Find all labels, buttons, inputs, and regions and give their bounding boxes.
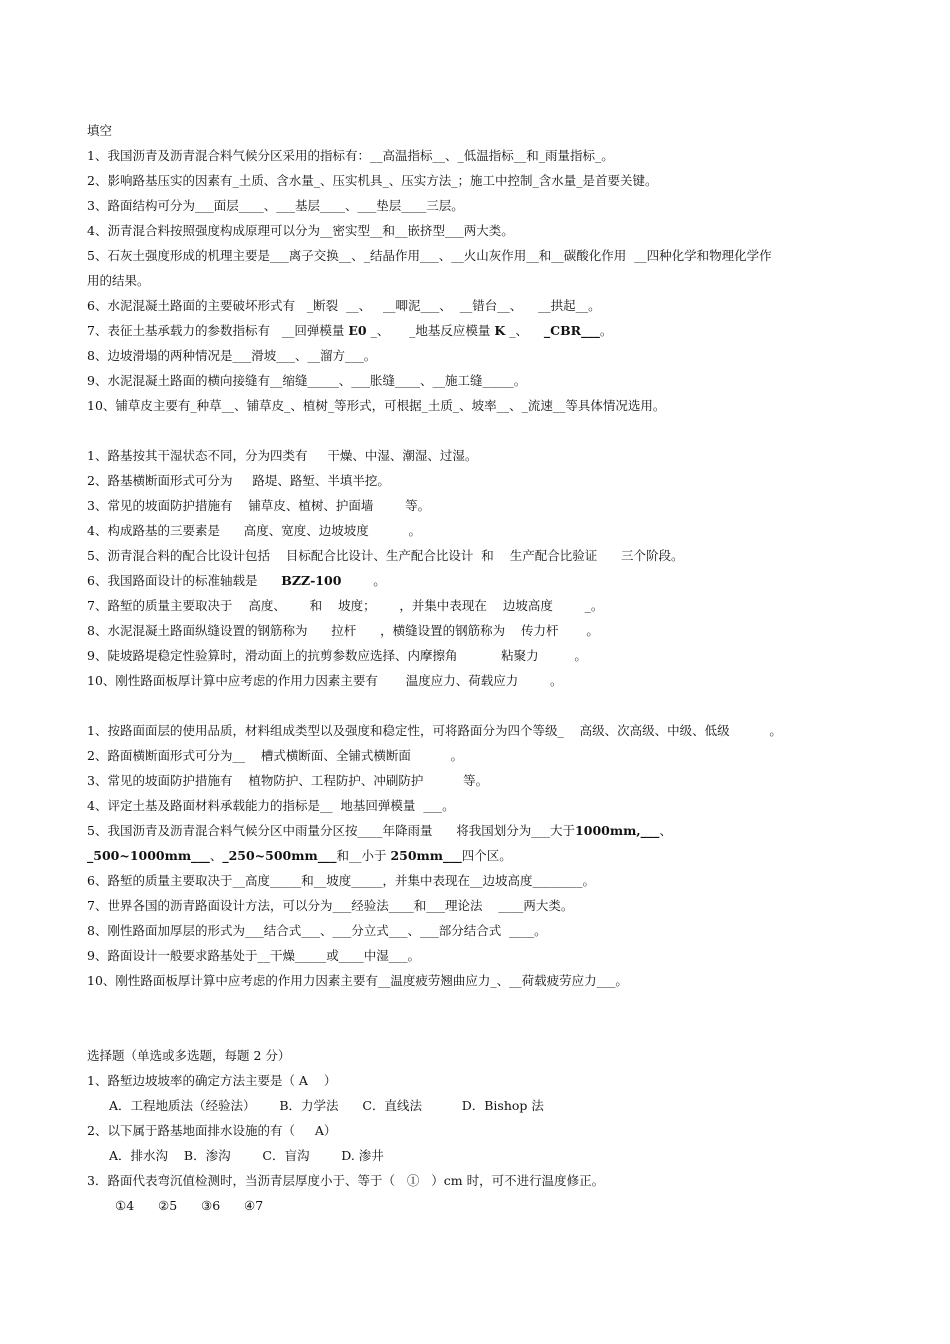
question-s1-5-line1: 5、石灰土强度形成的机理主要是___离子交换__、_结晶作用___、__火山灰作用__和__碳酸化作用 __四种化学和物理化学作: [87, 248, 772, 263]
question-s3-3: 3、常见的坡面防护措施有 植物防护、工程防护、冲刷防护 等。: [87, 773, 489, 788]
question-s2-6: 6、我国路面设计的标准轴载是 BZZ-100 。: [87, 573, 386, 588]
question-s3-2: 2、路面横断面形式可分为__ 槽式横断面、全铺式横断面 。: [87, 748, 464, 763]
e0-term: E0: [348, 323, 367, 338]
question-s4-2-options: A．排水沟 B．渗沟 C．盲沟 D. 渗井: [109, 1148, 384, 1163]
bzz-term: BZZ-100: [281, 573, 342, 588]
question-s3-10: 10、刚性路面板厚计算中应考虑的作用力因素主要有__温度疲劳翘曲应力_、__荷载疲劳应力___。: [87, 973, 628, 988]
question-s2-7: 7、路堑的质量主要取决于 高度、 和 坡度； ，并集中表现在 边坡高度 _。: [87, 598, 604, 613]
question-s4-1-options: A．工程地质法（经验法） B．力学法 C．直线法 D．Bishop 法: [109, 1098, 544, 1113]
question-s1-10: 10、铺草皮主要有_种草__、铺草皮_、植树_等形式，可根据_土质_、坡率__、_流速__等具体情况选用。: [87, 398, 666, 413]
section-title-fill-blank: 填空: [87, 123, 113, 138]
k-term: K: [494, 323, 506, 338]
question-s3-8: 8、刚性路面加厚层的形式为___结合式___、___分立式___、___部分结合式 ____。: [87, 923, 547, 938]
question-s1-5-line2: 用的结果。: [87, 273, 150, 288]
document-page: [87, 118, 867, 1218]
question-s3-1: 1、按路面面层的使用品质，材料组成类型以及强度和稳定性，可将路面分为四个等级_ 高级、次高级、中级、低级 。: [87, 723, 782, 738]
question-s1-8: 8、边坡滑塌的两种情况是___滑坡___、__溜方___。: [87, 348, 377, 363]
question-s1-3: 3、路面结构可分为___面层____、___基层____、___垫层____三层。: [87, 198, 464, 213]
question-s3-6: 6、路堑的质量主要取决于__高度_____和__坡度_____，并集中表现在__边坡高度________。: [87, 873, 595, 888]
question-s4-3-options: ①4 ②5 ③6 ④7: [115, 1198, 264, 1213]
section-title-choice: 选择题（单选或多选题，每题 2 分）: [87, 1048, 291, 1063]
question-s4-2: 2、以下属于路基地面排水设施的有（ A）: [87, 1123, 337, 1138]
question-s1-9: 9、水泥混凝土路面的横向接缝有__缩缝_____、___胀缝____、__施工缝_____。: [87, 373, 527, 388]
question-s4-1: 1、路堑边坡坡率的确定方法主要是（ A ）: [87, 1073, 337, 1088]
question-s3-7: 7、世界各国的沥青路面设计方法，可以分为___经验法____和___理论法 ____两大类。: [87, 898, 574, 913]
rain-250-term: 250mm___: [390, 848, 462, 863]
question-s2-1: 1、路基按其干湿状态不同，分为四类有 干燥、中湿、潮湿、过湿。: [87, 448, 478, 463]
spacer: [87, 993, 867, 1043]
question-s1-7: 7、表征土基承载力的参数指标有 __回弹模量 E0 _、 _地基反应模量 K _、 _CBR___。: [87, 323, 613, 338]
spacer: [87, 418, 867, 443]
cbr-term: _CBR___: [543, 323, 600, 338]
question-s2-3: 3、常见的坡面防护措施有 铺草皮、植树、护面墙 等。: [87, 498, 431, 513]
question-s2-10: 10、刚性路面板厚计算中应考虑的作用力因素主要有 温度应力、荷载应力 。: [87, 673, 563, 688]
question-s1-4: 4、沥青混合料按照强度构成原理可以分为__密实型__和__嵌挤型___两大类。: [87, 223, 514, 238]
question-s2-4: 4、构成路基的三要素是 高度、宽度、边坡坡度 。: [87, 523, 422, 538]
question-s1-1: 1、我国沥青及沥青混合料气候分区采用的指标有：__高温指标__、_低温指标__和_雨量指标_。: [87, 148, 614, 163]
question-s3-9: 9、路面设计一般要求路基处于__干燥_____或____中湿___。: [87, 948, 420, 963]
question-s2-2: 2、路基横断面形式可分为 路堤、路堑、半填半挖。: [87, 473, 390, 488]
rain-250-500-term: _250~500mm___: [222, 848, 337, 863]
spacer: [87, 693, 867, 718]
question-s3-4: 4、评定土基及路面材料承载能力的指标是__ 地基回弹模量 ___。: [87, 798, 455, 813]
question-s2-9: 9、陡坡路堤稳定性验算时，滑动面上的抗剪参数应选择、内摩擦角 粘聚力 。: [87, 648, 587, 663]
question-s2-5: 5、沥青混合料的配合比设计包括 目标配合比设计、生产配合比设计 和 生产配合比验证 三个阶段。: [87, 548, 684, 563]
rain-500-1000-term: _500~1000mm___: [87, 848, 210, 863]
question-s4-3: 3．路面代表弯沉值检测时，当沥青层厚度小于、等于（ ① ）cm 时，可不进行温度修正。: [87, 1173, 605, 1188]
question-s2-8: 8、水泥混凝土路面纵缝设置的钢筋称为 拉杆 ，横缝设置的钢筋称为 传力杆 。: [87, 623, 599, 638]
question-s1-6: 6、水泥混凝土路面的主要破坏形式有 _断裂 __、 __唧泥___、 __错台__、 __拱起__。: [87, 298, 601, 313]
rain-1000-term: 1000mm,___: [575, 823, 660, 838]
question-s3-5-line2: _500~1000mm___、_250~500mm___和__小于 250mm___四个区。: [87, 848, 512, 863]
question-s1-2: 2、影响路基压实的因素有_土质、含水量_、压实机具_、压实方法_；施工中控制_含水量_是首要关键。: [87, 173, 658, 188]
question-s3-5-line1: 5、我国沥青及沥青混合料气候分区中雨量分区按____年降雨量 将我国划分为___大于1000mm,___、: [87, 823, 672, 838]
